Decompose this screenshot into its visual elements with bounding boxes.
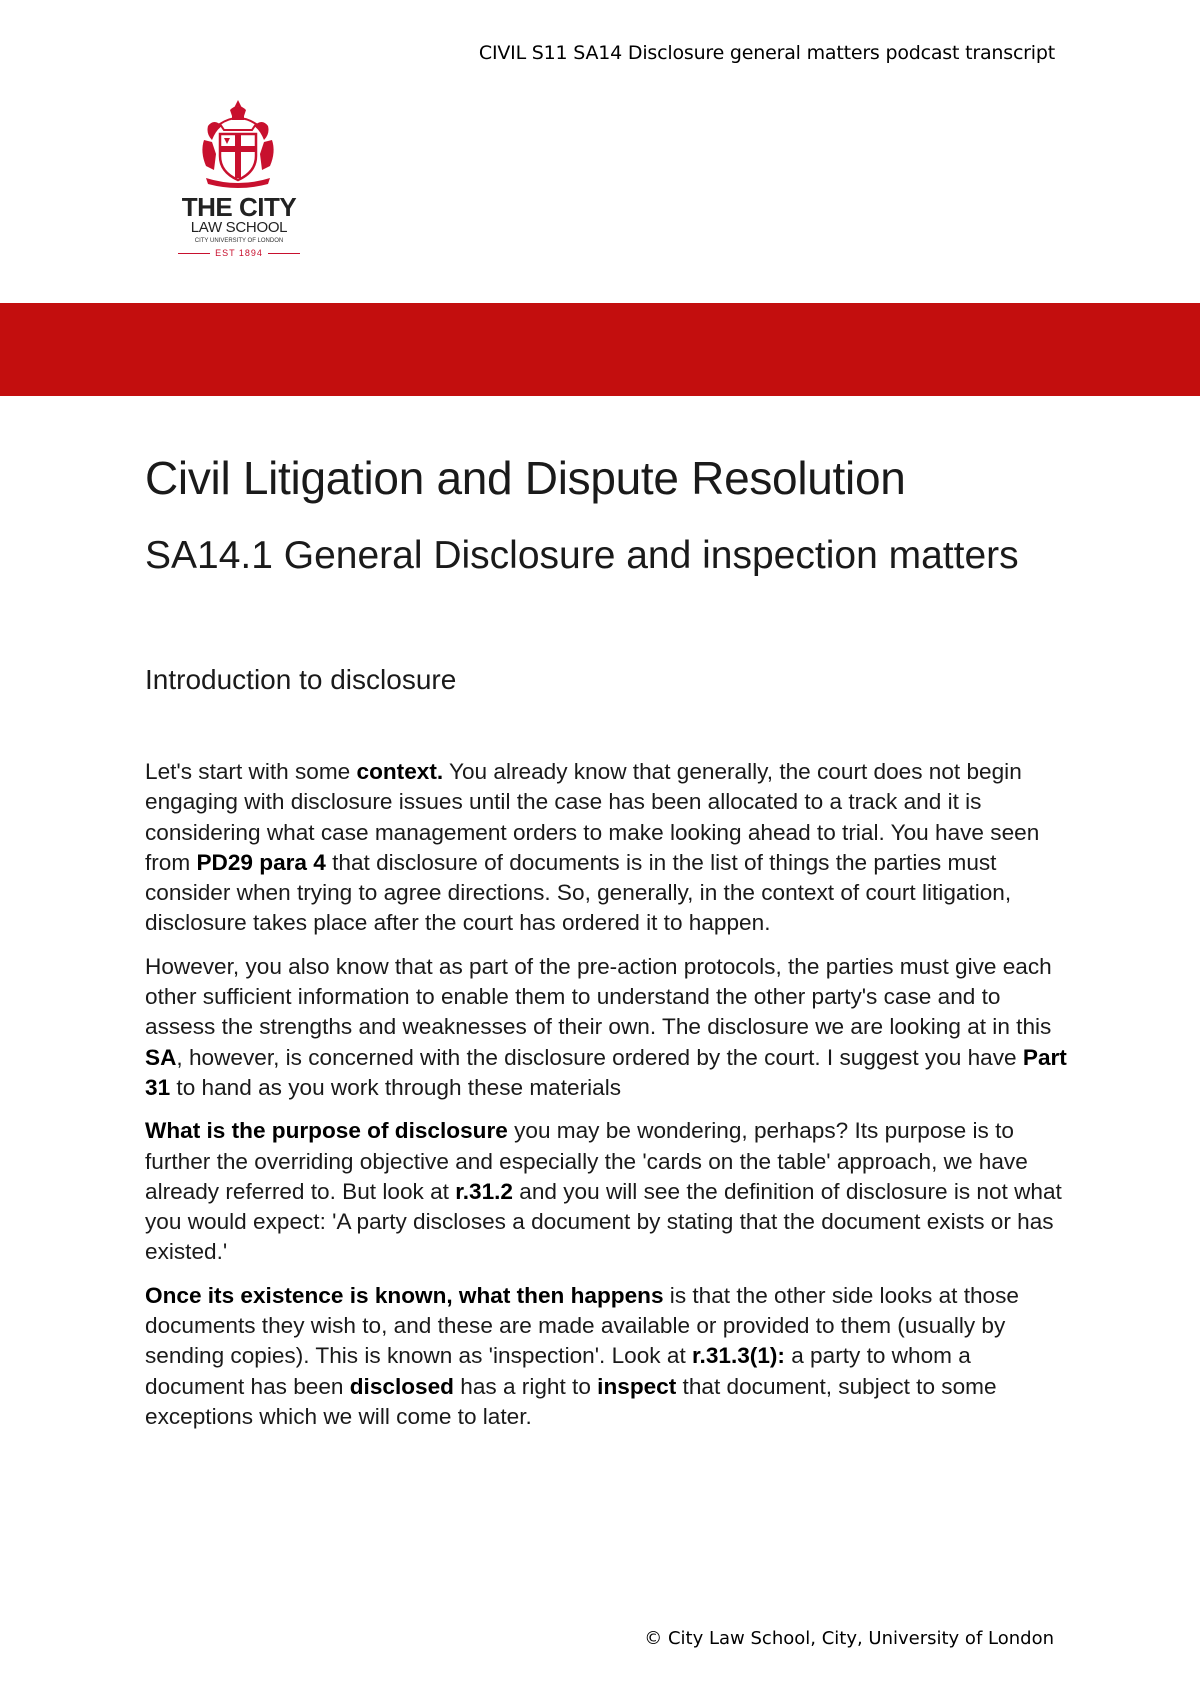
text-run: , however, is concerned with the disclosure ordered by the court. I suggest you have bbox=[176, 1044, 1023, 1070]
logo-university-line: CITY UNIVERSITY OF LONDON bbox=[194, 238, 284, 244]
body-paragraph bbox=[145, 1281, 1075, 1432]
red-banner bbox=[0, 303, 1200, 396]
logo-wordmark-line1: THE CITY bbox=[181, 192, 297, 222]
text-run: Let's start with some bbox=[145, 759, 357, 784]
body-paragraph bbox=[145, 757, 1075, 939]
bold-run: What is the purpose of disclosure bbox=[145, 1118, 508, 1144]
logo-rule-left bbox=[178, 253, 210, 254]
bold-run: r.31.3(1): bbox=[692, 1343, 785, 1369]
logo-est-row bbox=[178, 247, 300, 259]
paragraphs bbox=[145, 757, 1075, 1432]
text-run: to hand as you work through these materials bbox=[170, 1074, 622, 1100]
body-paragraph bbox=[145, 952, 1075, 1103]
text-run: that document, subject to some exceptions which we will come to later. bbox=[145, 1373, 997, 1429]
logo-wordmark-line2: LAW SCHOOL bbox=[190, 219, 288, 236]
bold-run: inspect bbox=[597, 1373, 677, 1399]
bold-run: PD29 para 4 bbox=[196, 849, 326, 875]
logo-rule-right bbox=[268, 253, 300, 254]
section-heading: Introduction to disclosure bbox=[145, 664, 457, 695]
body-paragraph bbox=[145, 1116, 1075, 1267]
bold-run: context. bbox=[356, 759, 444, 784]
running-header: CIVIL S11 SA14 Disclosure general matters podcast transcript bbox=[478, 42, 1055, 64]
text-run: You already know that generally, the court does not begin engaging with disclosure issues until the case has been allocated to a track and it is considering what case management orders to make looking ahead to trial. You have seen from bbox=[145, 759, 1040, 875]
crest-icon bbox=[190, 96, 286, 192]
document-body bbox=[145, 450, 1075, 1445]
bold-run: Part 31 bbox=[145, 1044, 1067, 1100]
bold-run: Once its existence is known, what then happens bbox=[145, 1282, 664, 1308]
bold-run: r.31.2 bbox=[455, 1178, 513, 1204]
bold-run: SA bbox=[145, 1044, 177, 1070]
logo-est: EST 1894 bbox=[215, 248, 263, 258]
text-run: However, you also know that as part of the pre-action protocols, the parties must give each other sufficient information to enable them to understand the other party's case and to assess the strengths and weaknesses of their own. The disclosure we are looking at in this bbox=[145, 953, 1052, 1040]
document-title: Civil Litigation and Dispute Resolution bbox=[145, 452, 906, 504]
text-run: you may be wondering, perhaps? Its purpose is to further the overriding objective and especially the 'cards on the table' approach, we have already referred to. But look at bbox=[145, 1118, 1028, 1204]
bold-run: disclosed bbox=[349, 1373, 454, 1399]
text-run: has a right to bbox=[453, 1373, 598, 1399]
copyright-footer: © City Law School, City, University of London bbox=[644, 1628, 1054, 1649]
text-run: and you will see the definition of disclosure is not what you would expect: 'A party discloses a document by stating that the document exists or has existed.' bbox=[145, 1178, 1062, 1265]
document-subtitle: SA14.1 General Disclosure and inspection matters bbox=[145, 534, 1019, 577]
text-run: is that the other side looks at those documents they wish to, and these are made available or provided to them (usually by sending copies). This is known as 'inspection'. Look at bbox=[145, 1282, 1019, 1369]
text-run: that disclosure of documents is in the list of things the parties must consider when trying to agree directions. So, generally, in the context of court litigation, disclosure takes place after the court has ordered it to happen. bbox=[145, 849, 1012, 936]
text-run: a party to whom a document has been bbox=[145, 1343, 971, 1399]
city-law-school-logo bbox=[168, 96, 308, 264]
